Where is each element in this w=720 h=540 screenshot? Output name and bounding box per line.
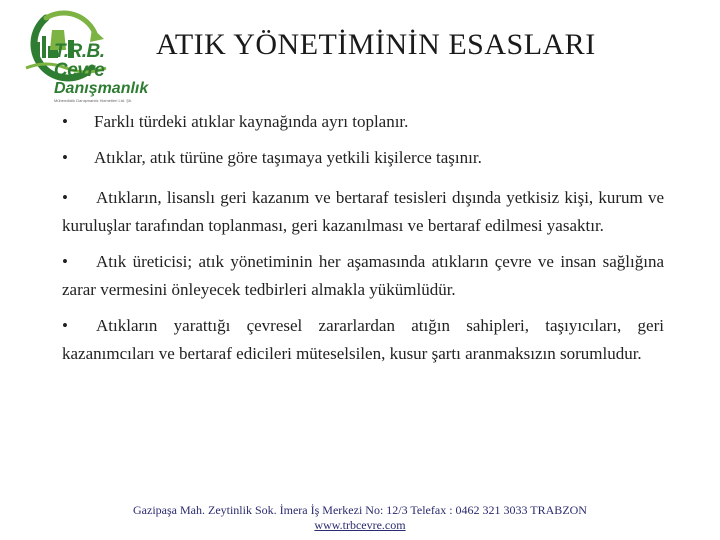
- bullet-icon: •: [62, 148, 68, 167]
- bullet-icon: •: [62, 252, 68, 271]
- list-item-text: Atıkların yarattığı çevresel zararlardan atığın sahipleri, taşıyıcıları, geri kazanımcıları ve bertaraf edicileri müteselsilen, kusur şartı aranmaksızın sorumludur.: [62, 316, 664, 363]
- company-logo: [6, 6, 149, 103]
- list-item: [62, 312, 664, 368]
- list-item: [62, 248, 664, 304]
- bullet-icon: •: [62, 188, 68, 207]
- footer-address: Gazipaşa Mah. Zeytinlik Sok. İmera İş Merkezi No: 12/3 Telefax : 0462 321 3033 TRABZON: [133, 503, 587, 517]
- logo-tagline: Mühendislik Danışmanlık Hizmetleri Ltd. Şti.: [54, 98, 133, 103]
- list-item: [62, 148, 664, 168]
- footer-website-link[interactable]: www.trbcevre.com: [314, 518, 406, 532]
- footer: [0, 503, 720, 533]
- logo-line-1: T.R.B. Çevre: [54, 41, 105, 81]
- bullet-icon: •: [62, 112, 68, 131]
- logo-text: [54, 42, 148, 104]
- list-item-text: Farklı türdeki atıklar kaynağında ayrı toplanır.: [94, 112, 409, 131]
- list-item: [62, 112, 664, 132]
- slide-title: ATIK YÖNETİMİNİN ESASLARI: [156, 28, 596, 61]
- list-item-text: Atıklar, atık türüne göre taşımaya yetkili kişilerce taşınır.: [94, 148, 482, 167]
- list-item: [62, 184, 664, 240]
- list-item-text: Atık üreticisi; atık yönetiminin her aşamasında atıkların çevre ve insan sağlığına zarar vermesini önleyecek tedbirleri almakla yükümlüdür.: [62, 252, 664, 299]
- list-item-text: Atıkların, lisanslı geri kazanım ve bertaraf tesisleri dışında yetkisiz kişi, kurum ve kuruluşlar tarafından toplanması, geri kazanılması ve bertaraf edilmesi yasaktır.: [62, 188, 664, 235]
- logo-line-2: Danışmanlık: [54, 80, 149, 97]
- bullet-list: [62, 112, 664, 376]
- bullet-icon: •: [62, 316, 68, 335]
